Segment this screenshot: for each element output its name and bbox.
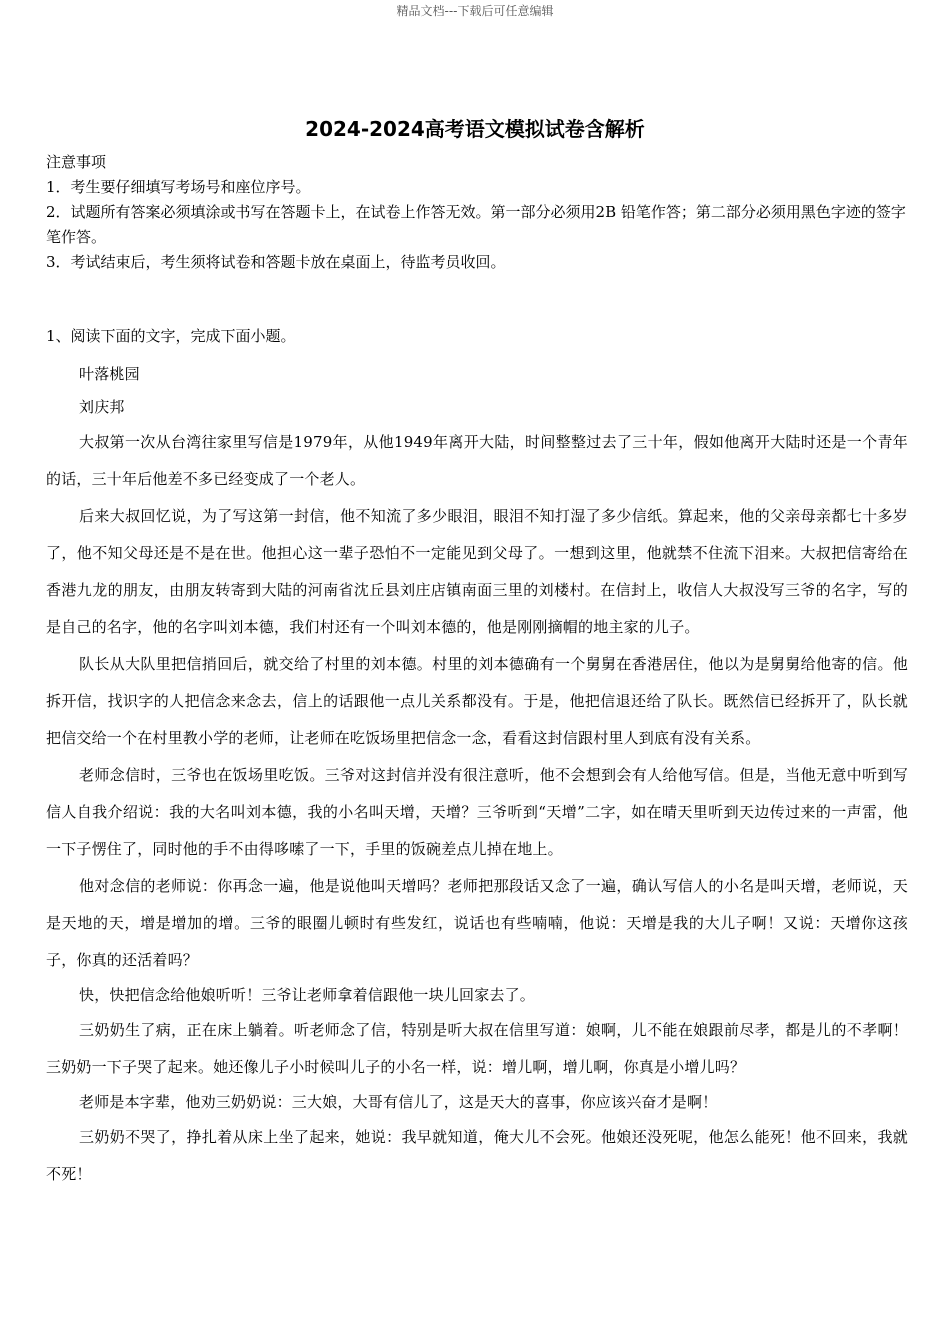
article-title: 叶落桃园 [79,365,140,383]
article-paragraph: 队长从大队里把信捎回后，就交给了村里的刘本德。村里的刘本德确有一个舅舅在香港居住，他以为是舅舅给他寄的信。他拆开信，找识字的人把信念来念去，信上的话跟他一点儿关系都没有。于是，他把信退还给了队长。既然信已经拆开了，队长就把信交给一个在村里教小学的老师，让老师在吃饭场里把信念一念，看看这封信跟村里人到底有没有关系。 [46,655,908,747]
article-paragraph: 大叔第一次从台湾往家里写信是1979年，从他1949年离开大陆，时间整整过去了三十年，假如他离开大陆时还是一个青年的话，三十年后他差不多已经变成了一个老人。 [46,433,908,488]
article-paragraph: 快，快把信念给他娘听听！三爷让老师拿着信跟他一块儿回家去了。 [79,986,536,1004]
article-paragraph: 三奶奶生了病，正在床上躺着。听老师念了信，特别是听大叔在信里写道：娘啊，儿不能在娘跟前尽孝，都是儿的不孝啊！三奶奶一下子哭了起来。她还像儿子小时候叫儿子的小名一样，说：增儿啊，增儿啊，你真是小增儿吗？ [46,1021,908,1076]
article-author: 刘庆邦 [79,398,125,416]
reading-article [46,358,908,1193]
page-title: 2024-2024高考语文模拟试卷含解析 [305,117,645,141]
article-paragraph: 老师念信时，三爷也在饭场里吃饭。三爷对这封信并没有很注意听，他不会想到会有人给他写信。但是，当他无意中听到写信人自我介绍说：我的大名叫刘本德，我的小名叫天增，天增？三爷听到“天增”二字，如在晴天里听到天边传过来的一声雷，他一下子愣住了，同时他的手不由得哆嗦了一下，手里的饭碗差点儿掉在地上。 [46,766,908,858]
notice-item: 1．考生要仔细填写考场号和座位序号。 [46,178,311,196]
watermark-text: 精品文档---下载后可任意编辑 [396,4,554,18]
notice-item: 2．试题所有答案必须填涂或书写在答题卡上，在试卷上作答无效。第一部分必须用2B 铅笔作答；第二部分必须用黑色字迹的签字笔作答。 [46,203,906,246]
notice-section [46,150,908,275]
article-paragraph: 后来大叔回忆说，为了写这第一封信，他不知流了多少眼泪，眼泪不知打湿了多少信纸。算起来，他的父亲母亲都七十多岁了，他不知父母还是不是在世。他担心这一辈子恐怕不一定能见到父母了。一想到这里，他就禁不住流下泪来。大叔把信寄给在香港九龙的朋友，由朋友转寄到大陆的河南省沈丘县刘庄店镇南面三里的刘楼村。在信封上，收信人大叔没写三爷的名字，写的是自己的名字，他的名字叫刘本德，我们村还有一个叫刘本德的，他是刚刚摘帽的地主家的儿子。 [46,507,908,636]
article-paragraph: 他对念信的老师说：你再念一遍，他是说他叫天增吗？老师把那段话又念了一遍，确认写信人的小名是叫天增，老师说，天是天地的天，增是增加的增。三爷的眼圈儿顿时有些发红，说话也有些喃喃，他说：天增是我的大儿子啊！又说：天增你这孩子，你真的还活着吗？ [46,877,908,969]
notice-heading: 注意事项 [46,153,107,171]
question-prompt: 1、阅读下面的文字，完成下面小题。 [46,327,296,345]
article-paragraph: 老师是本字辈，他劝三奶奶说：三大娘，大哥有信儿了，这是天大的喜事，你应该兴奋才是啊！ [79,1093,718,1111]
article-paragraph: 三奶奶不哭了，挣扎着从床上坐了起来，她说：我早就知道，俺大儿不会死。他娘还没死呢，他怎么能死！他不回来，我就不死！ [46,1128,908,1183]
notice-item: 3．考试结束后，考生须将试卷和答题卡放在桌面上，待监考员收回。 [46,253,506,271]
